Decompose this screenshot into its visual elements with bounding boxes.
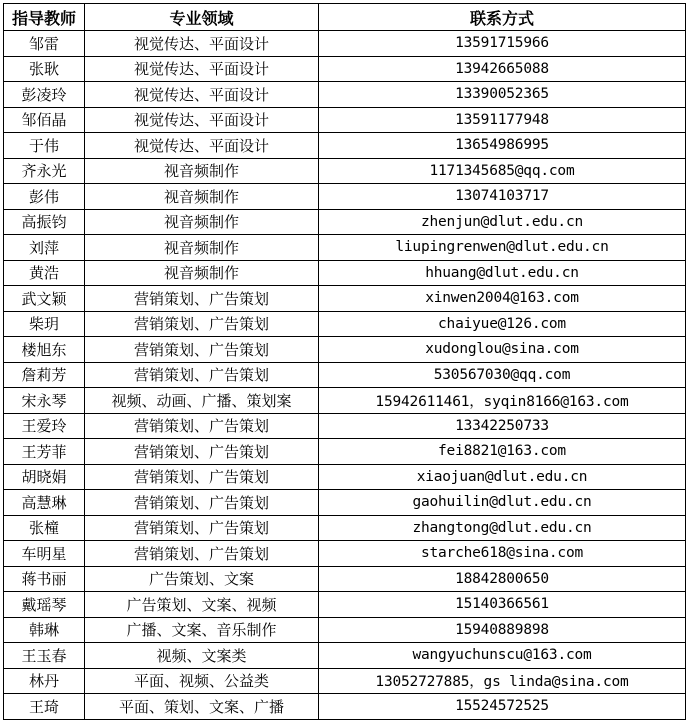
teacher-cell: 蒋书丽 [4,566,85,592]
teacher-cell: 邹雷 [4,31,85,57]
contact-cell: 15524572525 [319,694,686,720]
teacher-cell: 王爱玲 [4,413,85,439]
table-row [4,133,686,159]
header-contact: 联系方式 [319,4,686,31]
teacher-cell: 张耿 [4,56,85,82]
contact-cell: 13052727885，gs linda@sina.com [319,668,686,694]
field-cell: 视觉传达、平面设计 [85,133,319,159]
teacher-cell: 王芳菲 [4,439,85,465]
table-row [4,107,686,133]
teacher-cell: 车明星 [4,541,85,567]
table-row [4,592,686,618]
field-cell: 营销策划、广告策划 [85,286,319,312]
contact-cell: xiaojuan@dlut.edu.cn [319,464,686,490]
table-row [4,209,686,235]
table-row [4,694,686,720]
teacher-cell: 戴瑶琴 [4,592,85,618]
contact-cell: 15140366561 [319,592,686,618]
field-cell: 广告策划、文案、视频 [85,592,319,618]
teacher-cell: 黄浩 [4,260,85,286]
field-cell: 视音频制作 [85,260,319,286]
table-row [4,643,686,669]
field-cell: 营销策划、广告策划 [85,541,319,567]
field-cell: 营销策划、广告策划 [85,464,319,490]
teacher-cell: 武文颖 [4,286,85,312]
contact-cell: 18842800650 [319,566,686,592]
table-row [4,158,686,184]
teacher-cell: 邹佰晶 [4,107,85,133]
contact-cell: 1171345685@qq.com [319,158,686,184]
table-row [4,286,686,312]
teacher-cell: 宋永琴 [4,388,85,414]
contact-cell: 13390052365 [319,82,686,108]
teacher-cell: 王琦 [4,694,85,720]
table-row [4,184,686,210]
teacher-cell: 王玉春 [4,643,85,669]
contact-cell: fei8821@163.com [319,439,686,465]
table-row [4,464,686,490]
table-row [4,337,686,363]
table-row [4,31,686,57]
contact-cell: 13591177948 [319,107,686,133]
field-cell: 视音频制作 [85,158,319,184]
contact-cell: starche618@sina.com [319,541,686,567]
field-cell: 营销策划、广告策划 [85,362,319,388]
table-row [4,515,686,541]
table-row [4,490,686,516]
table-row [4,362,686,388]
teacher-cell: 高振钧 [4,209,85,235]
field-cell: 视音频制作 [85,209,319,235]
advisor-table [3,3,686,720]
contact-cell: xudonglou@sina.com [319,337,686,363]
table-row [4,566,686,592]
teacher-cell: 詹莉芳 [4,362,85,388]
field-cell: 视觉传达、平面设计 [85,107,319,133]
contact-cell: xinwen2004@163.com [319,286,686,312]
contact-cell: 13074103717 [319,184,686,210]
field-cell: 视音频制作 [85,235,319,261]
header-teacher: 指导教师 [4,4,85,31]
contact-cell: 13342250733 [319,413,686,439]
teacher-cell: 彭伟 [4,184,85,210]
field-cell: 营销策划、广告策划 [85,413,319,439]
teacher-cell: 高慧琳 [4,490,85,516]
table-body [4,31,686,720]
teacher-cell: 刘萍 [4,235,85,261]
teacher-cell: 齐永光 [4,158,85,184]
contact-cell: 530567030@qq.com [319,362,686,388]
field-cell: 广播、文案、音乐制作 [85,617,319,643]
field-cell: 营销策划、广告策划 [85,439,319,465]
table-row [4,617,686,643]
table-row [4,260,686,286]
field-cell: 营销策划、广告策划 [85,490,319,516]
contact-cell: 13591715966 [319,31,686,57]
contact-cell: liupingrenwen@dlut.edu.cn [319,235,686,261]
teacher-cell: 胡晓娟 [4,464,85,490]
field-cell: 视觉传达、平面设计 [85,82,319,108]
field-cell: 视觉传达、平面设计 [85,31,319,57]
contact-cell: zhenjun@dlut.edu.cn [319,209,686,235]
field-cell: 视音频制作 [85,184,319,210]
field-cell: 平面、视频、公益类 [85,668,319,694]
field-cell: 视频、动画、广播、策划案 [85,388,319,414]
table-row [4,439,686,465]
contact-cell: hhuang@dlut.edu.cn [319,260,686,286]
field-cell: 广告策划、文案 [85,566,319,592]
contact-cell: wangyuchunscu@163.com [319,643,686,669]
contact-cell: chaiyue@126.com [319,311,686,337]
advisor-table-container [3,3,685,720]
contact-cell: 15940889898 [319,617,686,643]
field-cell: 视频、文案类 [85,643,319,669]
header-field: 专业领域 [85,4,319,31]
field-cell: 视觉传达、平面设计 [85,56,319,82]
contact-cell: 15942611461，syqin8166@163.com [319,388,686,414]
table-row [4,413,686,439]
table-row [4,311,686,337]
contact-cell: zhangtong@dlut.edu.cn [319,515,686,541]
contact-cell: 13654986995 [319,133,686,159]
table-row [4,541,686,567]
table-row [4,235,686,261]
field-cell: 平面、策划、文案、广播 [85,694,319,720]
teacher-cell: 韩琳 [4,617,85,643]
teacher-cell: 楼旭东 [4,337,85,363]
teacher-cell: 林丹 [4,668,85,694]
contact-cell: gaohuilin@dlut.edu.cn [319,490,686,516]
teacher-cell: 于伟 [4,133,85,159]
table-row [4,56,686,82]
teacher-cell: 彭凌玲 [4,82,85,108]
teacher-cell: 张橦 [4,515,85,541]
field-cell: 营销策划、广告策划 [85,337,319,363]
field-cell: 营销策划、广告策划 [85,515,319,541]
table-row [4,388,686,414]
field-cell: 营销策划、广告策划 [85,311,319,337]
table-header-row [4,4,686,31]
contact-cell: 13942665088 [319,56,686,82]
teacher-cell: 柴玥 [4,311,85,337]
table-row [4,668,686,694]
table-row [4,82,686,108]
